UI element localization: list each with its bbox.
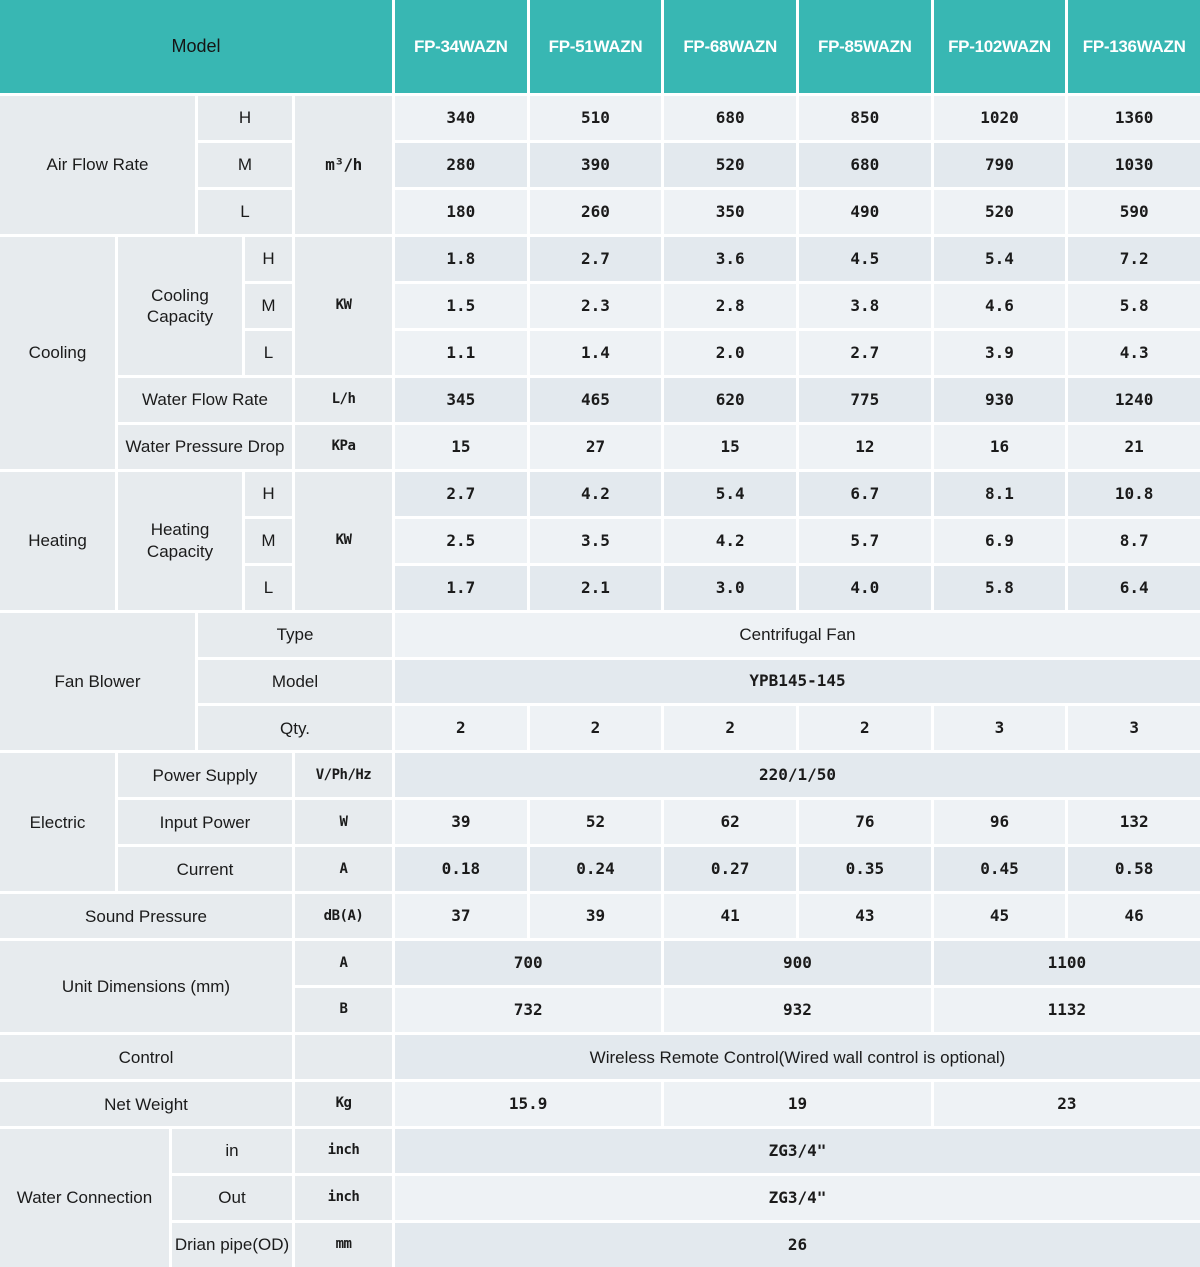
value-cell: 2 (799, 706, 931, 750)
unit-cell: V/Ph/Hz (295, 753, 392, 797)
row-label-water-in: in (172, 1129, 292, 1173)
unit-cell: inch (295, 1176, 392, 1220)
value-cell: 1.1 (395, 331, 527, 375)
value-cell: 1360 (1068, 96, 1200, 140)
unit-cell: KW (295, 237, 392, 375)
value-cell: 3.0 (664, 566, 796, 610)
value-cell: 390 (530, 143, 662, 187)
model-column-header: FP-68WAZN (664, 0, 796, 93)
value-cell: 280 (395, 143, 527, 187)
value-cell: 1.5 (395, 284, 527, 328)
value-cell: 46 (1068, 894, 1200, 938)
model-column-header: FP-51WAZN (530, 0, 662, 93)
value-cell: 2.1 (530, 566, 662, 610)
value-cell: 6.7 (799, 472, 931, 516)
value-cell-span: 732 (395, 988, 661, 1032)
value-cell: 180 (395, 190, 527, 234)
value-cell: 345 (395, 378, 527, 422)
value-cell: 5.4 (934, 237, 1066, 281)
unit-cell: KPa (295, 425, 392, 469)
row-label-speed-h: H (245, 237, 292, 281)
value-cell-span: ZG3/4" (395, 1129, 1200, 1173)
value-cell: 4.3 (1068, 331, 1200, 375)
value-cell: 5.8 (1068, 284, 1200, 328)
section-label-heating: Heating (0, 472, 115, 610)
value-cell: 2.3 (530, 284, 662, 328)
row-label-drain-pipe: Drian pipe(OD) (172, 1223, 292, 1267)
value-cell: 4.2 (530, 472, 662, 516)
value-cell: 0.45 (934, 847, 1066, 891)
value-cell: 3.8 (799, 284, 931, 328)
value-cell: 43 (799, 894, 931, 938)
value-cell: 0.24 (530, 847, 662, 891)
value-cell: 3.5 (530, 519, 662, 563)
unit-cell: mm (295, 1223, 392, 1267)
value-cell-span: 1132 (934, 988, 1200, 1032)
value-cell-span: 23 (934, 1082, 1200, 1126)
value-cell: 520 (664, 143, 796, 187)
value-cell: 0.27 (664, 847, 796, 891)
value-cell-span: Wireless Remote Control(Wired wall control is optional) (395, 1035, 1200, 1079)
value-cell: 1.8 (395, 237, 527, 281)
value-cell: 6.9 (934, 519, 1066, 563)
value-cell: 350 (664, 190, 796, 234)
model-header-label: Model (0, 0, 392, 93)
value-cell-span: 1100 (934, 941, 1200, 985)
value-cell: 16 (934, 425, 1066, 469)
value-cell: 3 (934, 706, 1066, 750)
row-label-fan-qty: Qty. (198, 706, 392, 750)
value-cell: 4.0 (799, 566, 931, 610)
row-label-speed-m: M (245, 284, 292, 328)
value-cell: 8.7 (1068, 519, 1200, 563)
value-cell: 21 (1068, 425, 1200, 469)
section-label-unit-dimensions: Unit Dimensions (mm) (0, 941, 292, 1032)
row-label-fan-type: Type (198, 613, 392, 657)
value-cell: 5.4 (664, 472, 796, 516)
value-cell: 3.6 (664, 237, 796, 281)
value-cell-span: 932 (664, 988, 930, 1032)
value-cell: 510 (530, 96, 662, 140)
unit-cell: L/h (295, 378, 392, 422)
value-cell-span: 220/1/50 (395, 753, 1200, 797)
value-cell: 520 (934, 190, 1066, 234)
value-cell: 4.6 (934, 284, 1066, 328)
value-cell: 775 (799, 378, 931, 422)
value-cell: 590 (1068, 190, 1200, 234)
value-cell: 680 (664, 96, 796, 140)
value-cell-span: 26 (395, 1223, 1200, 1267)
value-cell: 62 (664, 800, 796, 844)
section-label-air-flow-rate: Air Flow Rate (0, 96, 195, 234)
value-cell: 4.2 (664, 519, 796, 563)
value-cell-span: 19 (664, 1082, 930, 1126)
row-label-speed-l: L (245, 566, 292, 610)
row-label-input-power: Input Power (118, 800, 292, 844)
row-label-speed-l: L (245, 331, 292, 375)
row-label-net-weight: Net Weight (0, 1082, 292, 1126)
value-cell: 39 (530, 894, 662, 938)
value-cell: 15 (395, 425, 527, 469)
value-cell: 2.0 (664, 331, 796, 375)
section-label-water-connection: Water Connection (0, 1129, 169, 1267)
value-cell: 2.7 (530, 237, 662, 281)
value-cell: 850 (799, 96, 931, 140)
value-cell: 4.5 (799, 237, 931, 281)
model-column-header: FP-102WAZN (934, 0, 1066, 93)
row-label-sound-pressure: Sound Pressure (0, 894, 292, 938)
value-cell-span: Centrifugal Fan (395, 613, 1200, 657)
value-cell: 6.4 (1068, 566, 1200, 610)
unit-cell: inch (295, 1129, 392, 1173)
section-label-cooling: Cooling (0, 237, 115, 469)
value-cell: 10.8 (1068, 472, 1200, 516)
row-label-speed-h: H (245, 472, 292, 516)
value-cell: 1030 (1068, 143, 1200, 187)
value-cell: 3 (1068, 706, 1200, 750)
unit-cell-empty (295, 1035, 392, 1079)
row-label-heating-capacity: Heating Capacity (118, 472, 242, 610)
value-cell-span: 15.9 (395, 1082, 661, 1126)
row-label-speed-m: M (245, 519, 292, 563)
value-cell: 490 (799, 190, 931, 234)
value-cell: 132 (1068, 800, 1200, 844)
value-cell: 0.58 (1068, 847, 1200, 891)
value-cell-span: 700 (395, 941, 661, 985)
value-cell: 0.35 (799, 847, 931, 891)
value-cell: 7.2 (1068, 237, 1200, 281)
model-column-header: FP-34WAZN (395, 0, 527, 93)
value-cell: 5.7 (799, 519, 931, 563)
value-cell: 2 (530, 706, 662, 750)
value-cell: 8.1 (934, 472, 1066, 516)
value-cell: 27 (530, 425, 662, 469)
section-label-electric: Electric (0, 753, 115, 891)
row-label-dim-a: A (295, 941, 392, 985)
value-cell: 1.4 (530, 331, 662, 375)
unit-cell: dB(A) (295, 894, 392, 938)
row-label-speed-l: L (198, 190, 292, 234)
row-label-water-flow-rate: Water Flow Rate (118, 378, 292, 422)
row-label-current: Current (118, 847, 292, 891)
value-cell: 680 (799, 143, 931, 187)
row-label-fan-model: Model (198, 660, 392, 704)
value-cell: 39 (395, 800, 527, 844)
value-cell: 37 (395, 894, 527, 938)
value-cell: 465 (530, 378, 662, 422)
value-cell-span: YPB145-145 (395, 660, 1200, 704)
value-cell: 930 (934, 378, 1066, 422)
value-cell: 12 (799, 425, 931, 469)
row-label-water-out: Out (172, 1176, 292, 1220)
section-label-fan-blower: Fan Blower (0, 613, 195, 751)
row-label-cooling-capacity: Cooling Capacity (118, 237, 242, 375)
row-label-water-pressure-drop: Water Pressure Drop (118, 425, 292, 469)
value-cell: 2 (664, 706, 796, 750)
value-cell: 3.9 (934, 331, 1066, 375)
value-cell: 260 (530, 190, 662, 234)
model-column-header: FP-136WAZN (1068, 0, 1200, 93)
value-cell: 2.7 (395, 472, 527, 516)
value-cell: 1020 (934, 96, 1066, 140)
row-label-speed-h: H (198, 96, 292, 140)
value-cell: 5.8 (934, 566, 1066, 610)
value-cell: 41 (664, 894, 796, 938)
value-cell: 620 (664, 378, 796, 422)
value-cell-span: ZG3/4" (395, 1176, 1200, 1220)
value-cell: 790 (934, 143, 1066, 187)
value-cell: 0.18 (395, 847, 527, 891)
value-cell: 2.8 (664, 284, 796, 328)
value-cell: 76 (799, 800, 931, 844)
row-label-control: Control (0, 1035, 292, 1079)
value-cell: 2 (395, 706, 527, 750)
unit-cell: KW (295, 472, 392, 610)
value-cell: 1240 (1068, 378, 1200, 422)
value-cell: 96 (934, 800, 1066, 844)
value-cell: 45 (934, 894, 1066, 938)
model-column-header: FP-85WAZN (799, 0, 931, 93)
row-label-speed-m: M (198, 143, 292, 187)
value-cell-span: 900 (664, 941, 930, 985)
value-cell: 340 (395, 96, 527, 140)
row-label-power-supply: Power Supply (118, 753, 292, 797)
unit-cell: Kg (295, 1082, 392, 1126)
unit-cell: A (295, 847, 392, 891)
row-label-dim-b: B (295, 988, 392, 1032)
unit-cell: W (295, 800, 392, 844)
unit-cell: m³/h (295, 96, 392, 234)
value-cell: 2.5 (395, 519, 527, 563)
value-cell: 52 (530, 800, 662, 844)
value-cell: 15 (664, 425, 796, 469)
value-cell: 2.7 (799, 331, 931, 375)
value-cell: 1.7 (395, 566, 527, 610)
